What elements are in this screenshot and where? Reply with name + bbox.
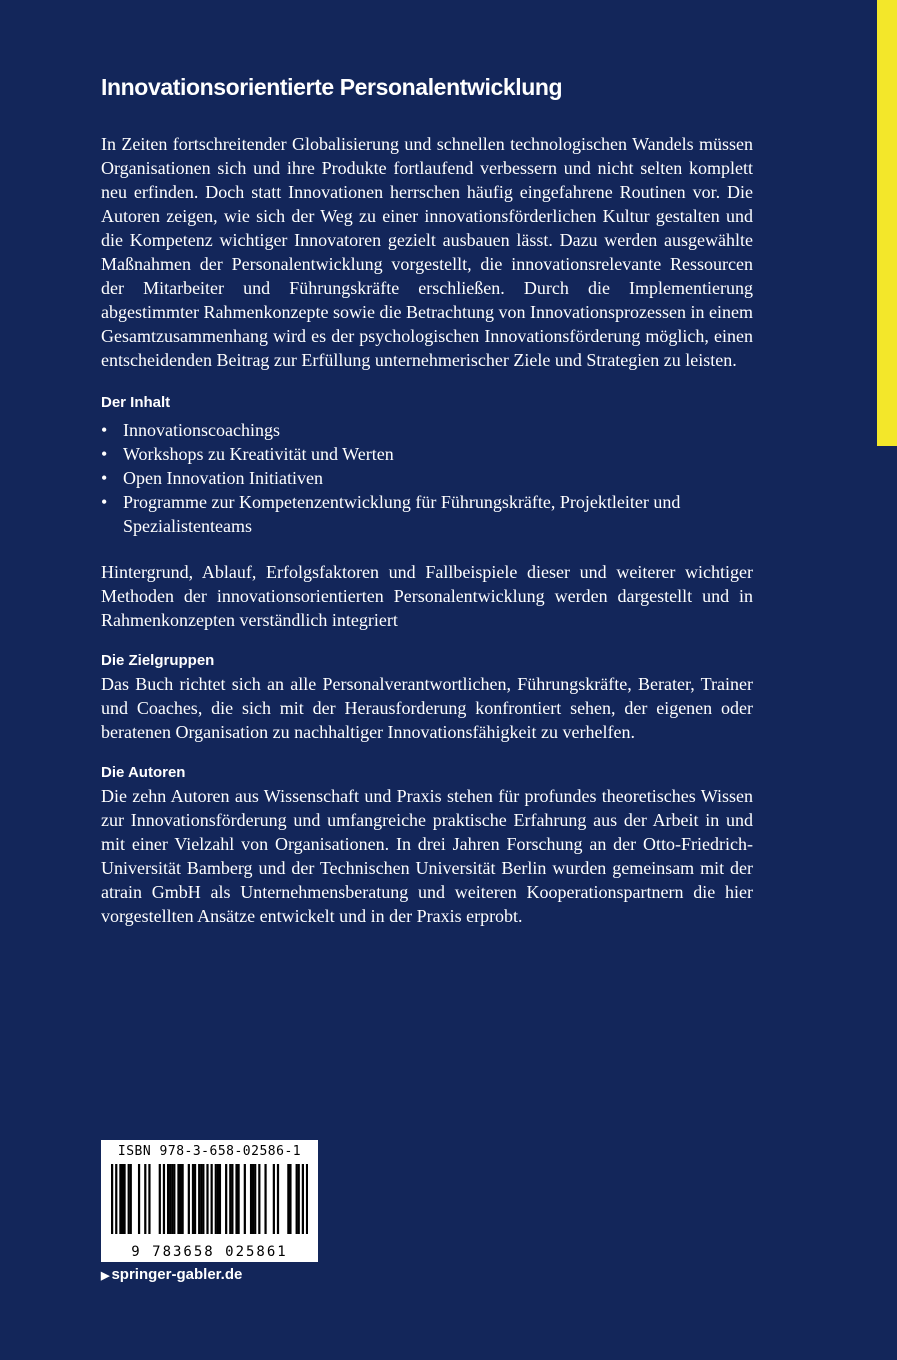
barcode-bar	[206, 1164, 208, 1234]
barcode-bar	[138, 1164, 140, 1234]
barcode-bar	[306, 1164, 308, 1234]
barcode-bar	[217, 1164, 219, 1234]
barcode-bar	[182, 1164, 184, 1234]
barcode-bar	[128, 1164, 130, 1234]
list-item: • Open Innovation Initiativen	[101, 468, 323, 488]
barcode-bar	[250, 1164, 252, 1234]
barcode-bar	[194, 1164, 196, 1234]
barcode-bar	[130, 1164, 132, 1234]
barcode-bar	[287, 1164, 289, 1234]
barcode-bar	[244, 1164, 246, 1234]
barcode-bar	[111, 1164, 113, 1234]
barcode-bar	[258, 1164, 260, 1234]
barcode-bar	[296, 1164, 298, 1234]
barcode-bar	[237, 1164, 239, 1234]
ean-digits: 9 783658 025861	[131, 1244, 288, 1260]
list-item: • Innovationscoachings	[101, 420, 280, 440]
inhalt-heading: Der Inhalt	[101, 394, 171, 411]
list-item: • Programme zur Kompetenzentwicklung für Führungskräfte, Projektleiter und Spezialistenteams	[101, 492, 681, 536]
hintergrund-paragraph: Hintergrund, Ablauf, Erfolgsfaktoren und Fallbeispiele dieser und weiterer wichtiger Methoden der innovationsorientierten Personalentwicklung werden dargestellt und in Rahmenkonzepten verständlich integriert	[101, 562, 753, 630]
barcode-bar	[123, 1164, 125, 1234]
autoren-heading: Die Autoren	[101, 764, 186, 781]
isbn-barcode	[101, 1140, 318, 1262]
barcode-bar	[252, 1164, 254, 1234]
barcode-bar	[121, 1164, 123, 1234]
book-title: Innovationsorientierte Personalentwicklung	[101, 74, 563, 100]
barcode-bar	[159, 1164, 161, 1234]
arrow-right-icon: ▶	[101, 1270, 110, 1282]
barcode-bars	[111, 1164, 308, 1234]
zielgruppen-heading: Die Zielgruppen	[101, 652, 215, 669]
isbn-number: ISBN 978-3-658-02586-1	[117, 1144, 302, 1159]
barcode-bar	[173, 1164, 175, 1234]
barcode-bar	[229, 1164, 231, 1234]
barcode-bar	[163, 1164, 165, 1234]
barcode-bar	[148, 1164, 150, 1234]
barcode-bar	[192, 1164, 194, 1234]
barcode-bar	[211, 1164, 213, 1234]
bullet-icon: •	[101, 468, 108, 488]
inhalt-list	[101, 418, 753, 538]
barcode-bar	[179, 1164, 181, 1234]
barcode-bar	[167, 1164, 169, 1234]
spine-color-stripe	[877, 0, 897, 446]
barcode-bar	[231, 1164, 233, 1234]
bullet-icon: •	[101, 444, 108, 464]
website-url: springer-gabler.de	[111, 1266, 243, 1283]
barcode-bar	[177, 1164, 179, 1234]
publisher-website[interactable]	[101, 1266, 242, 1283]
barcode-bar	[302, 1164, 304, 1234]
barcode-bar	[298, 1164, 300, 1234]
autoren-paragraph: Die zehn Autoren aus Wissenschaft und Praxis stehen für profundes theoretisches Wissen zur Innovationsförderung und umfangreiche praktische Erfahrung aus der Arbeit in und mit einer Vielzahl von Organisationen. In drei Jahren Forschung an der Otto-Friedrich-Universität Bamberg und der Technischen Universität Berlin wurden gemeinsam mit der atrain GmbH als Unternehmensberatung und weiteren Kooperationspartnern die hier vorgestellten Ansätze entwickelt und in der Praxis erprobt.	[101, 786, 753, 926]
barcode-bar	[289, 1164, 291, 1234]
list-item: • Workshops zu Kreativität und Werten	[101, 444, 394, 464]
barcode-bar	[225, 1164, 227, 1234]
barcode-bar	[215, 1164, 217, 1234]
barcode-bar	[144, 1164, 146, 1234]
barcode-bar	[277, 1164, 279, 1234]
barcode-bar	[200, 1164, 202, 1234]
barcode-bar	[188, 1164, 190, 1234]
barcode-bar	[119, 1164, 121, 1234]
barcode-bar	[219, 1164, 221, 1234]
bullet-icon: •	[101, 492, 108, 512]
barcode-bar	[202, 1164, 204, 1234]
barcode-bar	[273, 1164, 275, 1234]
barcode-bar	[115, 1164, 117, 1234]
back-cover-text	[101, 70, 753, 928]
bullet-icon: •	[101, 420, 108, 440]
barcode-bar	[171, 1164, 173, 1234]
barcode-bar	[198, 1164, 200, 1234]
barcode-bar	[264, 1164, 266, 1234]
intro-paragraph: In Zeiten fortschreitender Globalisierung und schnellen technologischen Wandels müssen Organisationen sich und ihre Produkte fortlaufend verbessern und nicht selten komplett neu erfinden. Doch statt Innovationen herrschen häufig eingefahrene Routinen vor. Die Autoren zeigen, wie sich der Weg zu einer innovationsförderlichen Kultur gestalten und die Kompetenz wichtiger Innovatoren gezielt ausbauen lässt. Dazu werden ausgewählte Maßnahmen der Personalentwicklung vorgestellt, die innovationsrelevante Ressourcen der Mitarbeiter und Führungskräfte erschließen. Durch die Implementierung abgestimmter Rahmenkonzepte sowie die Betrachtung von Innovationsprozessen in einem Gesamtzusammenhang wird es der psychologischen Innovationsförderung möglich, einen entscheidenden Beitrag zur Erfüllung unternehmerischer Ziele und Strategien zu leisten.	[101, 134, 753, 370]
barcode-bar	[254, 1164, 256, 1234]
barcode-bar	[235, 1164, 237, 1234]
barcode-bar	[169, 1164, 171, 1234]
zielgruppen-paragraph: Das Buch richtet sich an alle Personalverantwortlichen, Führungskräfte, Berater, Trainer und Coaches, die sich mit der Herausforderung konfrontiert sehen, der eigenen oder beratenen Organisation zu nachhaltiger Innovationsfähigkeit zu verhelfen.	[101, 674, 753, 742]
